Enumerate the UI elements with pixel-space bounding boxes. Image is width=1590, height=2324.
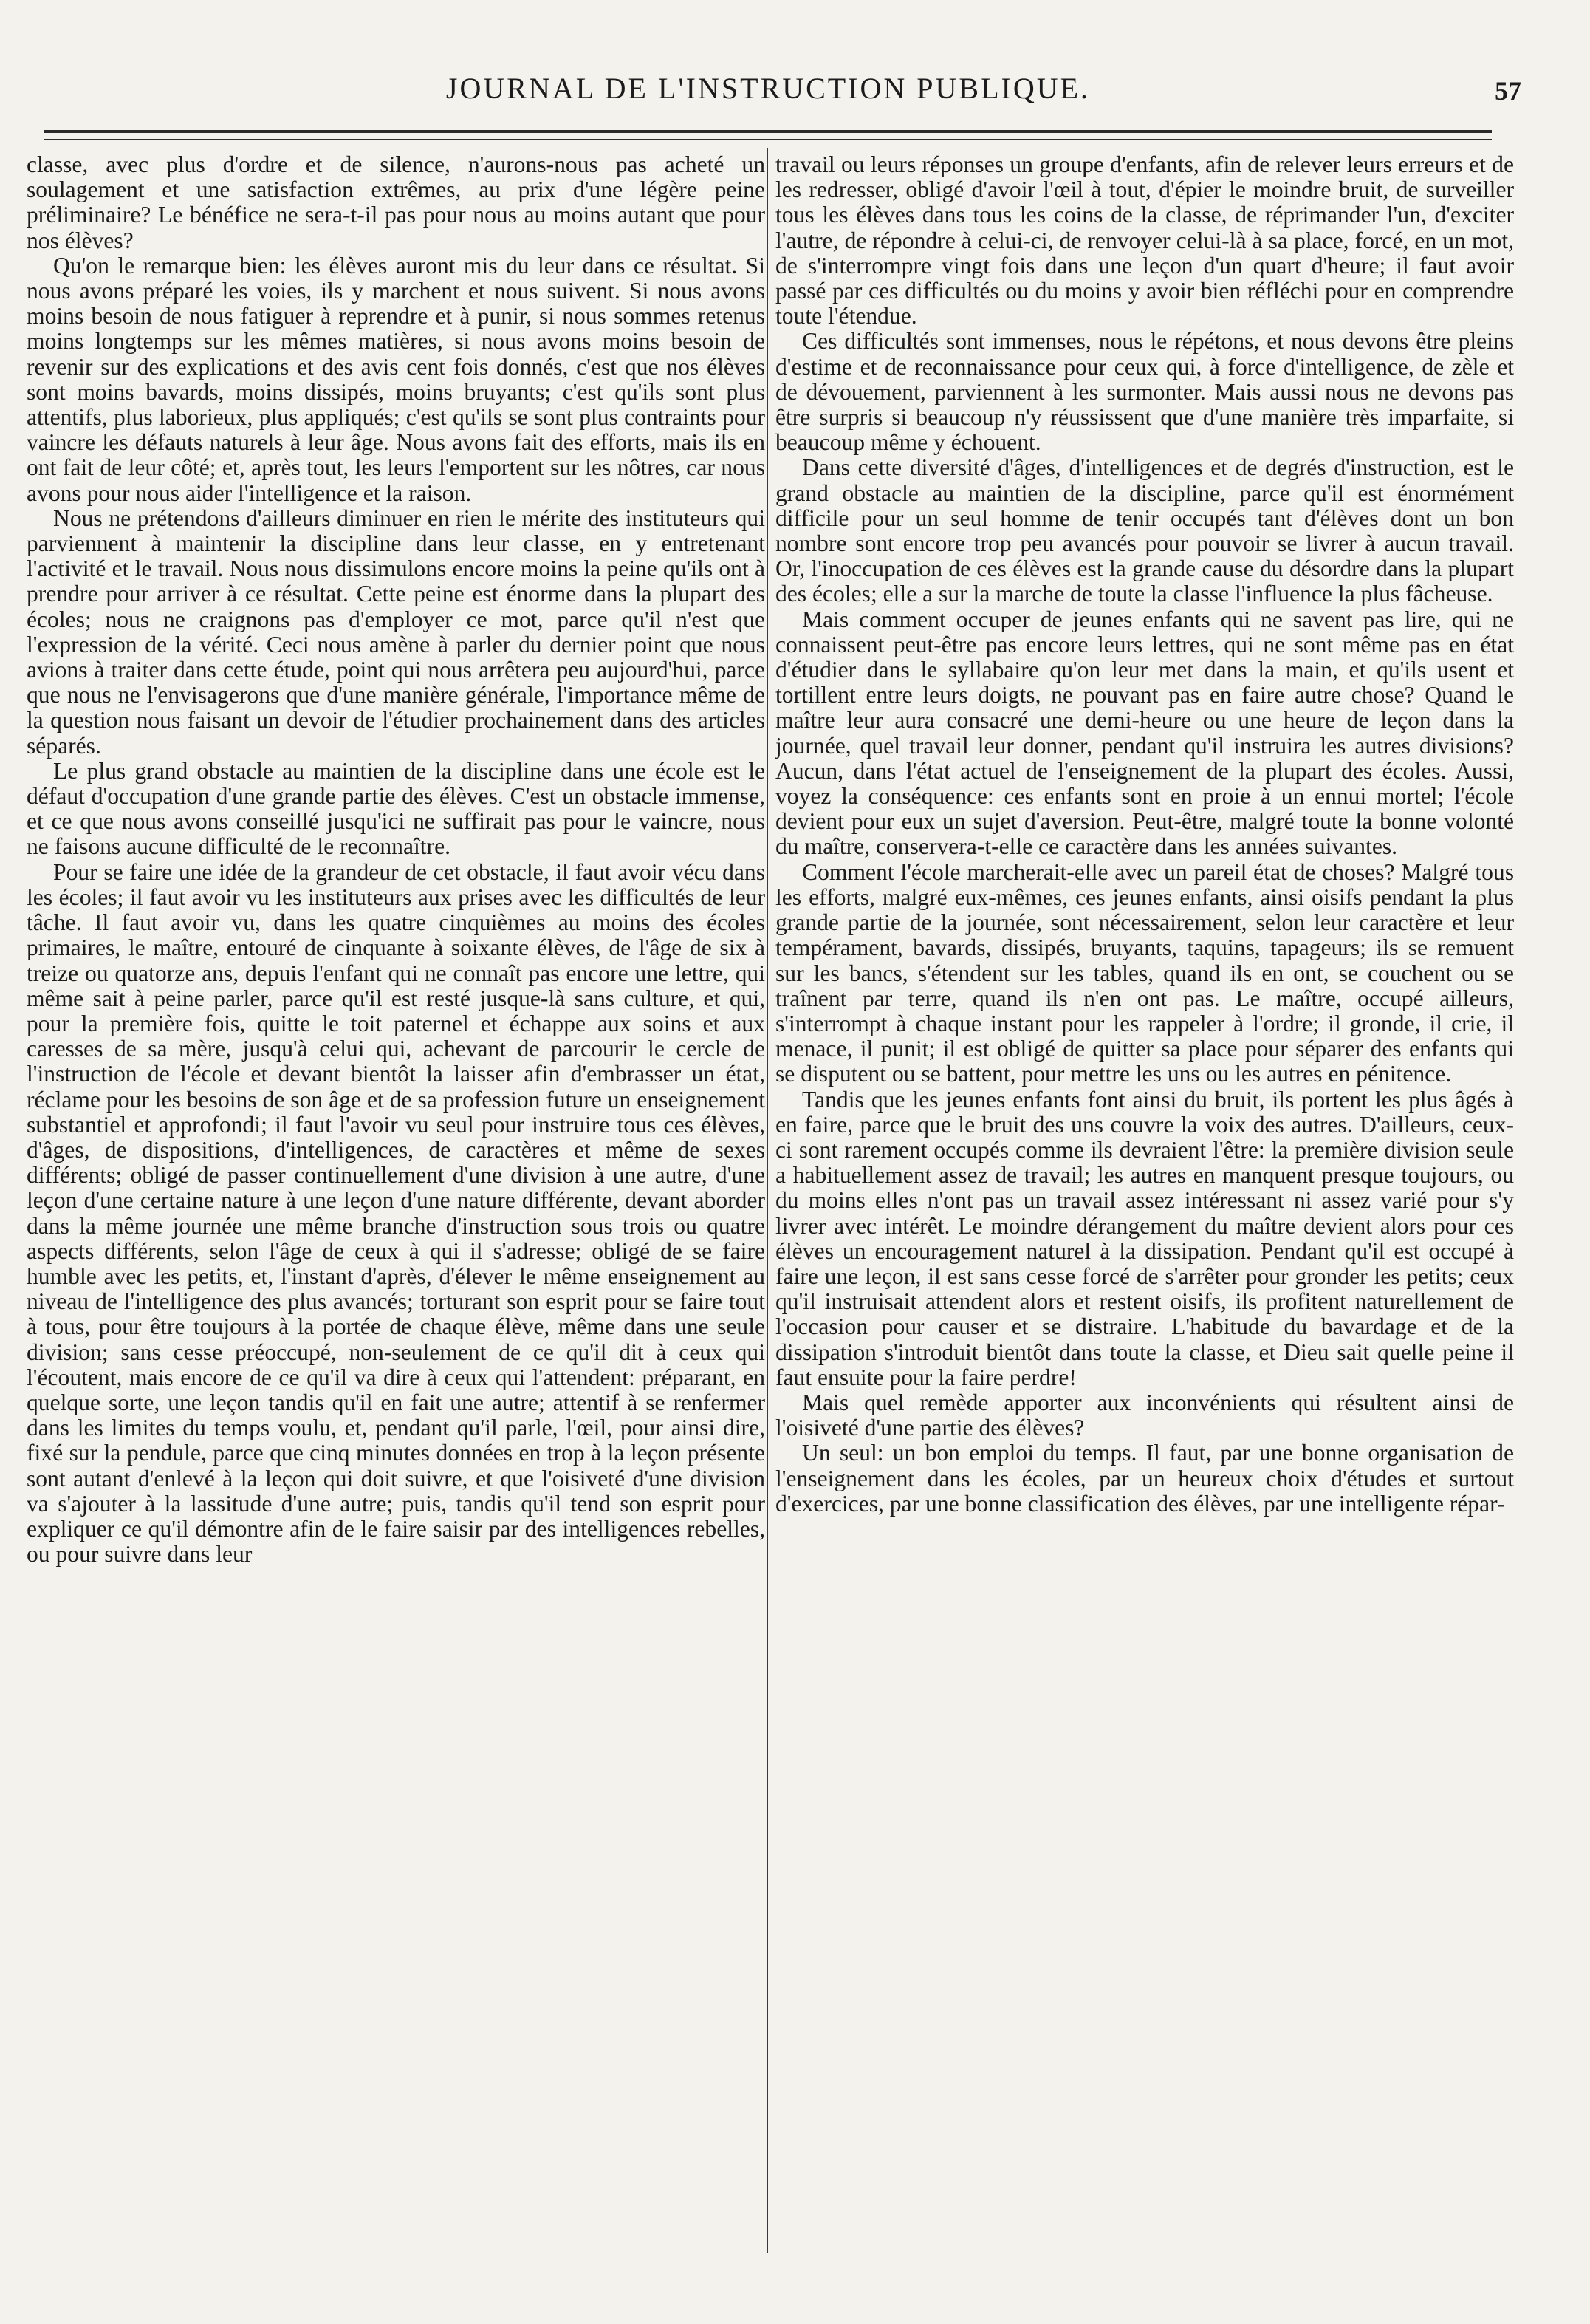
header-rule-thick xyxy=(44,130,1492,133)
header-rule-thin xyxy=(44,139,1492,140)
left-column xyxy=(27,152,765,1567)
paragraph: Comment l'école marcherait-elle avec un pareil état de choses? Malgré tous les efforts, malgré eux-mêmes, ces jeunes enfants, ainsi oisifs pendant la plus grande partie de la journée, sont nécessairement, selon leur caractère et leur tempérament, bavards, dissipés, bruyants, taquins, tapageurs; ils se remuent sur les bancs, s'étendent sur les tables, quand ils en ont, se couchent ou se traînent par terre, quand ils n'en ont pas. Le maître, occupé ailleurs, s'interrompt à chaque instant pour les rappeler à l'ordre; il gronde, il crie, il menace, il punit; il est obligé de quitter sa place pour séparer des enfants qui se disputent ou se battent, pour mettre les uns ou les autres en pénitence. xyxy=(775,858,1514,1087)
paragraph: Nous ne prétendons d'ailleurs diminuer en rien le mérite des instituteurs qui parviennent à maintenir la discipline dans leur classe, en y entretenant l'activité et le travail. Nous nous dissimulons encore moins la peine qu'ils ont à prendre pour arriver à ce résultat. Cette peine est énorme dans la plupart des écoles; nous ne craignons pas d'employer ce mot, parce qu'il n'est que l'expression de la vérité. Ceci nous amène à parler du dernier point que nous avions à traiter dans cette étude, point qui nous arrêtera peu aujourd'hui, parce que nous ne l'envisagerons que d'une manière générale, l'importance même de la question nous faisant un devoir de l'étudier prochainement dans des articles séparés. xyxy=(27,505,765,759)
running-title: JOURNAL DE L'INSTRUCTION PUBLIQUE. xyxy=(445,72,1091,105)
paragraph: classe, avec plus d'ordre et de silence, n'aurons-nous pas acheté un soulagement et une satisfaction extrêmes, au prix d'une légère peine préliminaire? Le bénéfice ne sera-t-il pas pour nous au moins autant que pour nos élèves? xyxy=(27,151,765,253)
paragraph: Qu'on le remarque bien: les élèves auront mis du leur dans ce résultat. Si nous avons préparé les voies, ils y marchent et nous suivent. Si nous avons moins besoin de nous fatiguer à reprendre et à punir, si nous sommes retenus moins longtemps sur les mêmes matières, si nous avons moins besoin de revenir sur des explications et des avis cent fois donnés, c'est que nos élèves sont moins bavards, moins dissipés, moins bruyants; c'est qu'ils sont plus attentifs, plus laborieux, plus appliqués; c'est qu'ils se sont plus contraints pour vaincre les défauts naturels à leur âge. Nous avons fait des efforts, mais ils en ont fait de leur côté; et, après tout, les leurs l'emportent sur les nôtres, car nous avons pour nous aider l'intelligence et la raison. xyxy=(27,252,765,506)
column-divider xyxy=(767,148,768,2253)
right-column xyxy=(775,152,1514,1517)
paragraph: Le plus grand obstacle au maintien de la discipline dans une école est le défaut d'occupation d'une grande partie des élèves. C'est un obstacle immense, et ce que nous avons conseillé jusqu'ici ne suffirait pas pour le vaincre, nous ne faisons aucune difficulté de le reconnaître. xyxy=(27,757,765,860)
paragraph: Mais quel remède apporter aux inconvénients qui résultent ainsi de l'oisiveté d'une partie des élèves? xyxy=(775,1389,1514,1441)
paragraph: travail ou leurs réponses un groupe d'enfants, afin de relever leurs erreurs et de les redresser, obligé d'avoir l'œil à tout, d'épier le moindre bruit, de surveiller tous les élèves dans tous les coins de la classe, de réprimander l'un, d'exciter l'autre, de répondre à celui-ci, de renvoyer celui-là à sa place, forcé, en un mot, de s'interrompre vingt fois dans une leçon d'un quart d'heure; il faut avoir passé par ces difficultés ou du moins y avoir bien réfléchi pour en comprendre toute l'étendue. xyxy=(775,151,1514,329)
paragraph: Mais comment occuper de jeunes enfants qui ne savent pas lire, qui ne connaissent peut-être pas encore leurs lettres, qui ne sont même pas en état d'étudier dans le syllabaire qu'on leur met dans la main, et qu'ils usent et tortillent entre leurs doigts, ne pouvant pas en faire autre chose? Quand le maître leur aura consacré une demi-heure ou une heure de leçon dans la journée, quel travail leur donner, pendant qu'il instruira les autres divisions? Aucun, dans l'état actuel de l'enseignement de la plupart des écoles. Aussi, voyez la conséquence: ces enfants sont en proie à un ennui mortel; l'école devient pour eux un sujet d'aversion. Peut-être, malgré toute la bonne volonté du maître, conservera-t-elle ce caractère dans les années suivantes. xyxy=(775,606,1514,860)
page-number: 57 xyxy=(1495,76,1521,106)
page-header xyxy=(44,71,1521,115)
paragraph: Pour se faire une idée de la grandeur de cet obstacle, il faut avoir vécu dans les écoles; il faut avoir vu les instituteurs aux prises avec les difficultés de leur tâche. Il faut avoir vu, dans les quatre cinquièmes au moins des écoles primaires, le maître, entouré de cinquante à soixante élèves, de l'âge de six à treize ou quatorze ans, depuis l'enfant qui ne connaît pas encore une lettre, qui même sait à peine parler, parce qu'il est resté jusque-là sans culture, et qui, pour la première fois, quitte le toit paternel et échappe aux soins et aux caresses de sa mère, jusqu'à celui qui, achevant de parcourir le cercle de l'instruction de l'école et devant bientôt la laisser afin d'embrasser un état, réclame pour les besoins de son âge et de sa profession future un enseignement substantiel et approfondi; il faut l'avoir vu seul pour instruire tous ces élèves, d'âges, de dispositions, d'intelligences, de caractères et même de sexes différents; obligé de passer continuellement d'une division à une autre, d'une leçon d'une certaine nature à une leçon d'une nature différente, devant aborder dans la même journée une même branche d'instruction sous trois ou quatre aspects différents, selon l'âge de ceux à qui il s'adresse; obligé de se faire humble avec les petits, et, l'instant d'après, d'élever le même enseignement au niveau de l'intelligence des plus avancés; torturant son esprit pour se faire tout à tous, pour être toujours à la portée de chaque élève, même dans une seule division; sans cesse préoccupé, non-seulement de ce qu'il dit à ceux qui l'écoutent, mais encore de ce qu'il va dire à ceux qui l'attendent: préparant, en quelque sorte, une leçon tandis qu'il en fait une autre; attentif à se renfermer dans les limites du temps voulu, et, pendant qu'il parle, l'œil, pour ainsi dire, fixé sur la pendule, parce que cinq minutes données en trop à la leçon présente sont autant d'enlevé à la leçon qui doit suivre, et que l'oisiveté d'une division va s'ajouter à la lassitude d'une autre; puis, tandis qu'il tend son esprit pour expliquer ce qu'il démontre afin de le faire saisir par des intelligences rebelles, ou pour suivre dans leur xyxy=(27,858,765,1568)
paragraph: Dans cette diversité d'âges, d'intelligences et de degrés d'instruction, est le grand obstacle au maintien de la discipline, parce qu'il est énormément difficile pour un seul homme de tenir occupés tant d'élèves dont un bon nombre sont encore trop peu avancés pour pouvoir se livrer à aucun travail. Or, l'inoccupation de ces élèves est la grande cause du désordre dans la plupart des écoles; elle a sur la marche de toute la classe l'influence la plus fâcheuse. xyxy=(775,454,1514,607)
paragraph: Ces difficultés sont immenses, nous le répétons, et nous devons être pleins d'estime et de reconnaissance pour ceux qui, à force d'intelligence, de zèle et de dévouement, parviennent à les surmonter. Mais aussi nous ne devons pas être surpris si beaucoup n'y réussissent que d'une manière très imparfaite, si beaucoup même y échouent. xyxy=(775,328,1514,456)
paragraph: Un seul: un bon emploi du temps. Il faut, par une bonne organisation de l'enseignement dans les écoles, par un heureux choix d'études et surtout d'exercices, par une bonne classification des élèves, par une intelligente répar- xyxy=(775,1440,1514,1517)
paragraph: Tandis que les jeunes enfants font ainsi du bruit, ils portent les plus âgés à en faire, parce que le bruit des uns couvre la voix des autres. D'ailleurs, ceux-ci sont rarement occupés comme ils devraient l'être: la première division seule a habituellement assez de travail; les autres en manquent presque toujours, ou du moins elles n'ont pas un travail assez intéressant ni assez varié pour s'y livrer avec intérêt. Le moindre dérangement du maître devient alors pour ces élèves un encouragement naturel à la dissipation. Pendant qu'il est occupé à faire une leçon, il est sans cesse forcé de s'arrêter pour gronder les petits; ceux qu'il instruisait attendent alors et restent oisifs, ils profitent naturellement de l'occasion pour causer et se distraire. L'habitude du bavardage et de la dissipation s'introduit bientôt dans toute la classe, et Dieu sait quelle peine il faut ensuite pour la faire perdre! xyxy=(775,1086,1514,1390)
